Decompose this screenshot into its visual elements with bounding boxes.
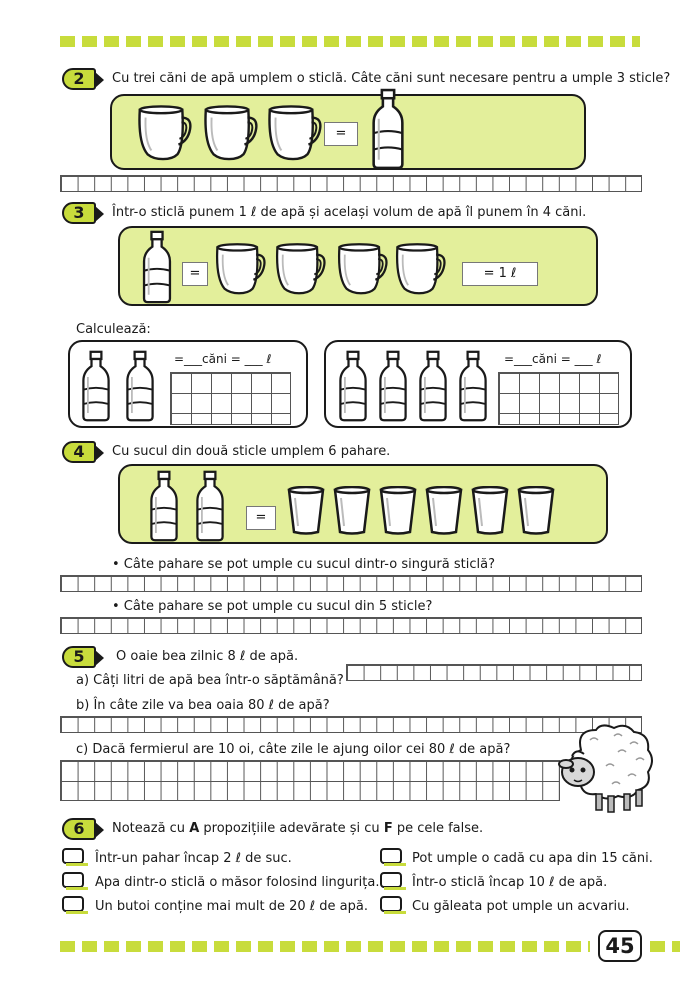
bottle-icon xyxy=(416,350,450,422)
exercise-6-text xyxy=(112,821,483,836)
exercise-5-badge: 5 xyxy=(62,646,96,668)
result-box: = 1 ℓ xyxy=(462,262,538,286)
cup-icon xyxy=(334,242,388,296)
sheep-icon xyxy=(556,720,656,816)
answer-checkbox[interactable] xyxy=(62,848,84,864)
equals-box: = xyxy=(246,506,276,530)
statement-left-3: Un butoi conține mai mult de 20 ℓ de apă. xyxy=(95,899,368,914)
exercise-4-question-2: • Câte pahare se pot umple cu sucul din 5 sticle? xyxy=(112,599,433,614)
glass-icon xyxy=(378,486,418,536)
answer-grid[interactable] xyxy=(60,617,642,634)
exercise-6-text-post: pe cele false. xyxy=(392,821,484,836)
statement-left-1: Într-un pahar încap 2 ℓ de suc. xyxy=(95,851,292,866)
exercise-6-badge: 6 xyxy=(62,818,96,840)
exercise-2-badge: 2 xyxy=(62,68,96,90)
calc-box-right xyxy=(324,340,632,428)
exercise-4-text: Cu sucul din două sticle umplem 6 pahare. xyxy=(112,444,391,459)
bottom-dashed-border-end xyxy=(650,941,680,952)
glass-icon xyxy=(332,486,372,536)
exercise-5-question-c: c) Dacă fermierul are 10 oi, câte zile le ajung oilor cei 80 ℓ de apă? xyxy=(76,742,511,757)
bottle-icon xyxy=(146,470,182,542)
exercise-6-text-pre: Notează cu xyxy=(112,821,190,836)
calculate-label: Calculează: xyxy=(76,322,151,337)
cup-icon xyxy=(200,104,258,162)
calc-left-text: =___căni = ___ ℓ xyxy=(174,352,272,366)
bottle-icon xyxy=(368,88,408,170)
false-letter: F xyxy=(383,821,393,836)
cup-icon xyxy=(212,242,266,296)
answer-checkbox[interactable] xyxy=(62,896,84,912)
exercise-6-text-mid: propozițiile adevărate și cu xyxy=(199,821,384,836)
exercise-3-text: Într-o sticlă punem 1 ℓ de apă și același volum de apă îl punem în 4 căni. xyxy=(112,205,587,220)
glass-icon xyxy=(286,486,326,536)
calc-right-text: =___căni = ___ ℓ xyxy=(504,352,602,366)
exercise-3-badge: 3 xyxy=(62,202,96,224)
answer-grid[interactable] xyxy=(60,716,642,733)
exercise-3-panel xyxy=(118,226,598,306)
answer-grid[interactable] xyxy=(60,175,642,192)
answer-checkbox[interactable] xyxy=(380,872,402,888)
top-dashed-border xyxy=(60,36,640,47)
statement-left-2: Apa dintr-o sticlă o măsor folosind lingurița. xyxy=(95,875,380,890)
calc-left-grid[interactable] xyxy=(170,372,291,425)
exercise-4-question-1: • Câte pahare se pot umple cu sucul dintr-o singură sticlă? xyxy=(112,557,495,572)
bottle-icon xyxy=(376,350,410,422)
equals-box: = xyxy=(182,262,208,286)
statement-right-3: Cu găleata pot umple un acvariu. xyxy=(412,899,630,914)
answer-checkbox[interactable] xyxy=(62,872,84,888)
bottle-icon xyxy=(336,350,370,422)
exercise-5-question-a: a) Câți litri de apă bea într-o săptămână? xyxy=(76,673,344,688)
calc-box-left xyxy=(68,340,308,428)
exercise-5-text: O oaie bea zilnic 8 ℓ de apă. xyxy=(116,649,299,664)
cup-icon xyxy=(272,242,326,296)
true-letter: A xyxy=(189,821,200,836)
exercise-4-badge: 4 xyxy=(62,441,96,463)
cup-icon xyxy=(134,104,192,162)
bottle-icon xyxy=(456,350,490,422)
statement-right-1: Pot umple o cadă cu apa din 15 căni. xyxy=(412,851,653,866)
glass-icon xyxy=(424,486,464,536)
exercise-2-text: Cu trei căni de apă umplem o sticlă. Câte căni sunt necesare pentru a umple 3 sticle? xyxy=(112,71,671,86)
statement-right-2: Într-o sticlă încap 10 ℓ de apă. xyxy=(412,875,608,890)
calc-right-grid[interactable] xyxy=(498,372,619,425)
answer-grid[interactable] xyxy=(346,664,642,681)
exercise-4-panel xyxy=(118,464,608,544)
glass-icon xyxy=(516,486,556,536)
bottle-icon xyxy=(78,350,114,422)
bottom-dashed-border xyxy=(60,941,590,952)
bottle-icon xyxy=(122,350,158,422)
cup-icon xyxy=(264,104,322,162)
page-number: 45 xyxy=(598,930,642,962)
bottle-icon xyxy=(192,470,228,542)
answer-grid-large[interactable] xyxy=(60,760,560,801)
answer-checkbox[interactable] xyxy=(380,848,402,864)
answer-checkbox[interactable] xyxy=(380,896,402,912)
exercise-5-question-b: b) În câte zile va bea oaia 80 ℓ de apă? xyxy=(76,698,330,713)
equals-box: = xyxy=(324,122,358,146)
bottle-icon xyxy=(138,230,176,304)
glass-icon xyxy=(470,486,510,536)
exercise-2-panel xyxy=(110,94,586,170)
answer-grid[interactable] xyxy=(60,575,642,592)
cup-icon xyxy=(392,242,446,296)
